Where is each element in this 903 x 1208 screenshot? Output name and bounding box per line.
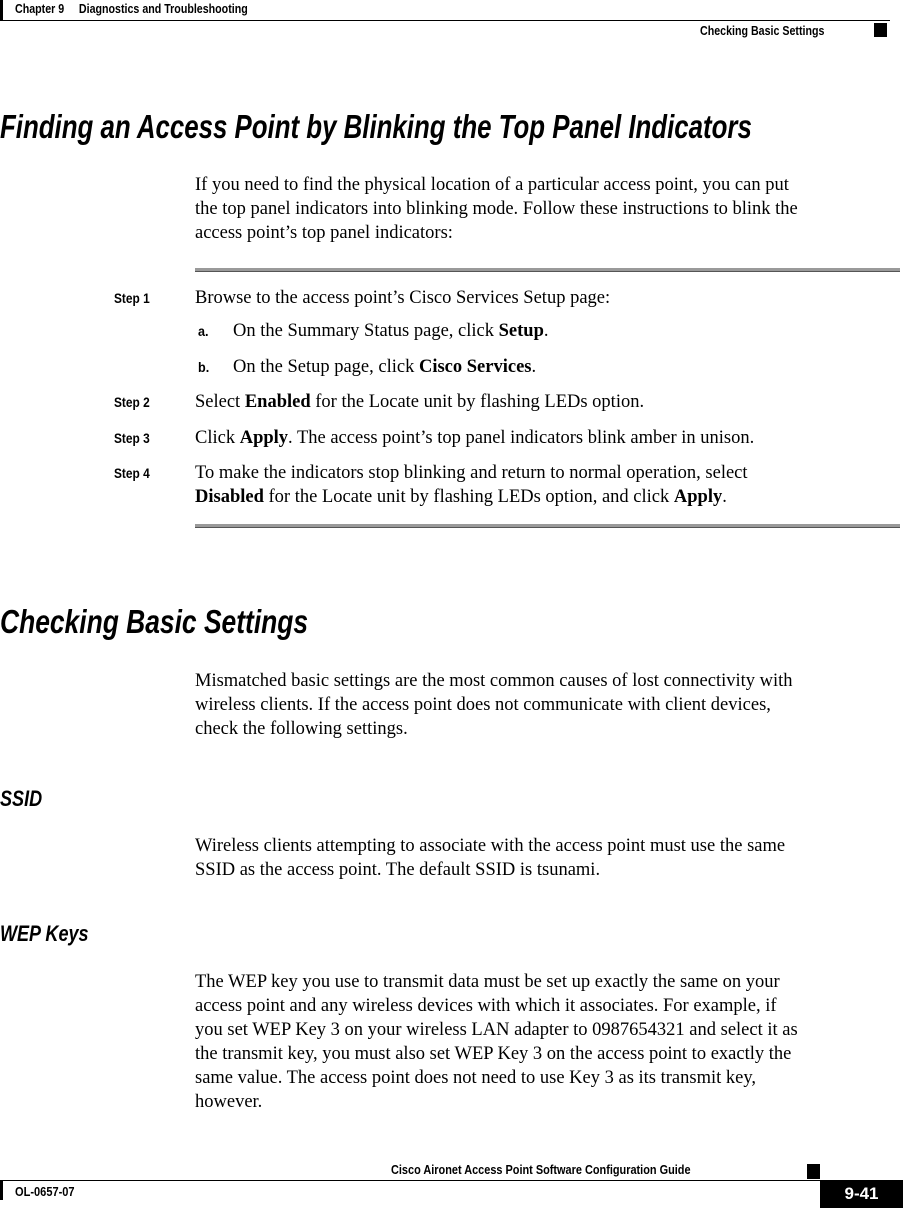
header-chapter <box>15 1 299 16</box>
header-left-marker <box>0 0 3 20</box>
step-label: Step 4 <box>114 465 150 481</box>
intro-line: the top panel indicators into blinking mode. Follow these instructions to blink the <box>195 199 798 219</box>
ui-term-disabled: Disabled <box>195 487 264 507</box>
subsection-title-ssid: SSID <box>0 786 43 811</box>
ssid-paragraph: Wireless clients attempting to associate with the access point must use the same SSID as the access point. The default SSID is tsunami. <box>195 836 786 880</box>
section-title-basic-settings: Checking Basic Settings <box>0 603 309 640</box>
step-text: To make the indicators stop blinking and return to normal operation, select Disabled for the Locate unit by flashing LEDs option, and click Apply. <box>195 463 748 507</box>
step-text: Click Apply. The access point’s top panel indicators blink amber in unison. <box>195 428 755 448</box>
footer-left-marker <box>0 1181 3 1200</box>
step-text: Select Enabled for the Locate unit by flashing LEDs option. <box>195 392 645 412</box>
ui-term-apply: Apply <box>673 487 723 507</box>
intro-paragraph <box>195 173 798 245</box>
footer-guide-title: Cisco Aironet Access Point Software Configuration Guide <box>391 1162 691 1177</box>
page-number: 9-41 <box>820 1181 903 1208</box>
procedure-top-rule <box>195 268 900 272</box>
procedure-bottom-rule <box>195 524 900 528</box>
step-label: Step 2 <box>114 394 150 410</box>
header-rule <box>0 20 890 21</box>
header-section: Checking Basic Settings <box>700 23 825 38</box>
substep-label: b. <box>198 359 210 375</box>
footer-doc-number: OL-0657-07 <box>15 1184 75 1199</box>
header-right-marker <box>874 23 887 37</box>
substep-label: a. <box>198 323 209 339</box>
ui-term-enabled: Enabled <box>244 392 311 412</box>
header-chapter-number: Chapter 9 <box>15 1 65 16</box>
substep-text: On the Setup page, click Cisco Services. <box>233 357 537 377</box>
intro-line: access point’s top panel indicators: <box>195 223 453 243</box>
ui-term-cisco-services: Cisco Services <box>418 357 532 377</box>
ui-term-apply: Apply <box>239 428 289 448</box>
ui-term-setup: Setup <box>498 321 544 341</box>
substep-text: On the Summary Status page, click Setup. <box>233 321 549 341</box>
header-chapter-title: Diagnostics and Troubleshooting <box>78 1 248 16</box>
basic-settings-paragraph: Mismatched basic settings are the most common causes of lost connectivity with wireless clients. If the access point does not communicate with client devices, check the following settings. <box>195 671 793 739</box>
wep-keys-paragraph: The WEP key you use to transmit data must be set up exactly the same on your access point and any wireless devices with which it associates. For example, if you set WEP Key 3 on your wireless LAN adapter to 0987654321 and select it as the transmit key, you must also set WEP Key 3 on the access point to exactly the same value. The access point does not need to use Key 3 as its transmit key, however. <box>195 972 798 1112</box>
intro-line: If you need to find the physical location of a particular access point, you can put <box>195 175 789 195</box>
step-label: Step 3 <box>114 430 150 446</box>
step-label: Step 1 <box>114 290 150 306</box>
section-title-blinking: Finding an Access Point by Blinking the Top Panel Indicators <box>0 108 752 145</box>
footer-rule <box>0 1180 903 1181</box>
footer-right-marker <box>807 1164 820 1179</box>
step-text: Browse to the access point’s Cisco Services Setup page: <box>195 288 611 308</box>
subsection-title-wep-keys: WEP Keys <box>0 921 89 946</box>
